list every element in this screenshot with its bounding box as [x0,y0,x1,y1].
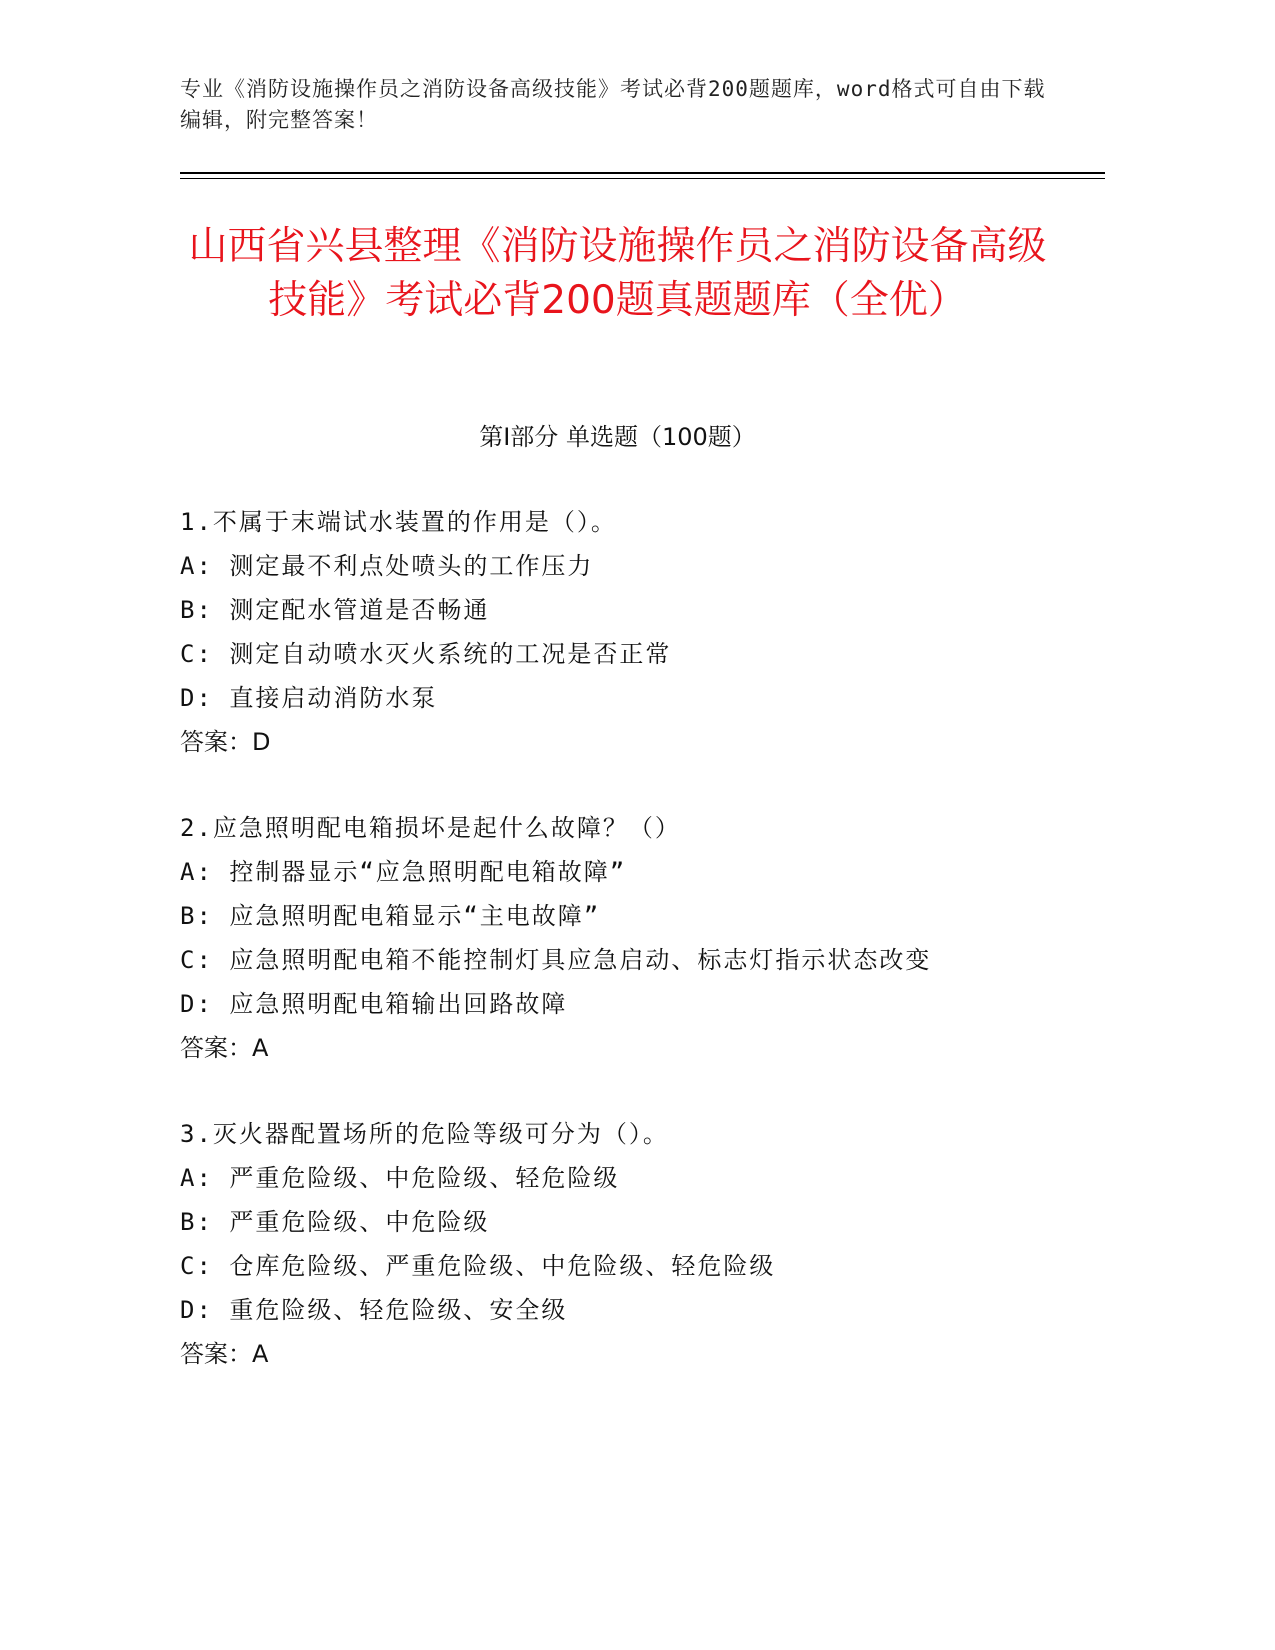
question-stem: 1.不属于末端试水装置的作用是（）。 [180,508,617,536]
question-stem: 2.应急照明配电箱损坏是起什么故障？（） [180,814,681,842]
option-b: B: 严重危险级、中危险级 [180,1208,490,1236]
answer-line: 答案：D [180,728,271,756]
option-c: C: 测定自动喷水灭火系统的工况是否正常 [180,640,672,668]
answer-line: 答案：A [180,1034,269,1062]
header-note: 专业《消防设施操作员之消防设备高级技能》考试必背200题题库，word格式可自由下载编辑，附完整答案！ [180,77,1046,132]
option-d: D: 应急照明配电箱输出回路故障 [180,990,568,1018]
question-2 [180,806,1080,1070]
header-divider-thick [180,172,1105,174]
header-divider-thin [180,178,1105,179]
option-d: D: 重危险级、轻危险级、安全级 [180,1296,568,1324]
option-b: B: 测定配水管道是否畅通 [180,596,490,624]
option-a: A: 控制器显示“应急照明配电箱故障” [180,858,627,886]
question-3 [180,1112,1080,1376]
option-a: A: 测定最不利点处喷头的工作压力 [180,552,594,580]
option-d: D: 直接启动消防水泵 [180,684,438,712]
option-c: C: 仓库危险级、严重危险级、中危险级、轻危险级 [180,1252,776,1280]
answer-line: 答案：A [180,1340,269,1368]
option-c: C: 应急照明配电箱不能控制灯具应急启动、标志灯指示状态改变 [180,946,932,974]
question-1 [180,500,1080,764]
section-title: 第I部分 单选题（100题） [479,423,756,451]
option-b: B: 应急照明配电箱显示“主电故障” [180,902,601,930]
option-a: A: 严重危险级、中危险级、轻危险级 [180,1164,620,1192]
document-title: 山西省兴县整理《消防设施操作员之消防设备高级技能》考试必背200题真题题库（全优） [188,224,1047,323]
question-stem: 3.灭火器配置场所的危险等级可分为（）。 [180,1120,669,1148]
